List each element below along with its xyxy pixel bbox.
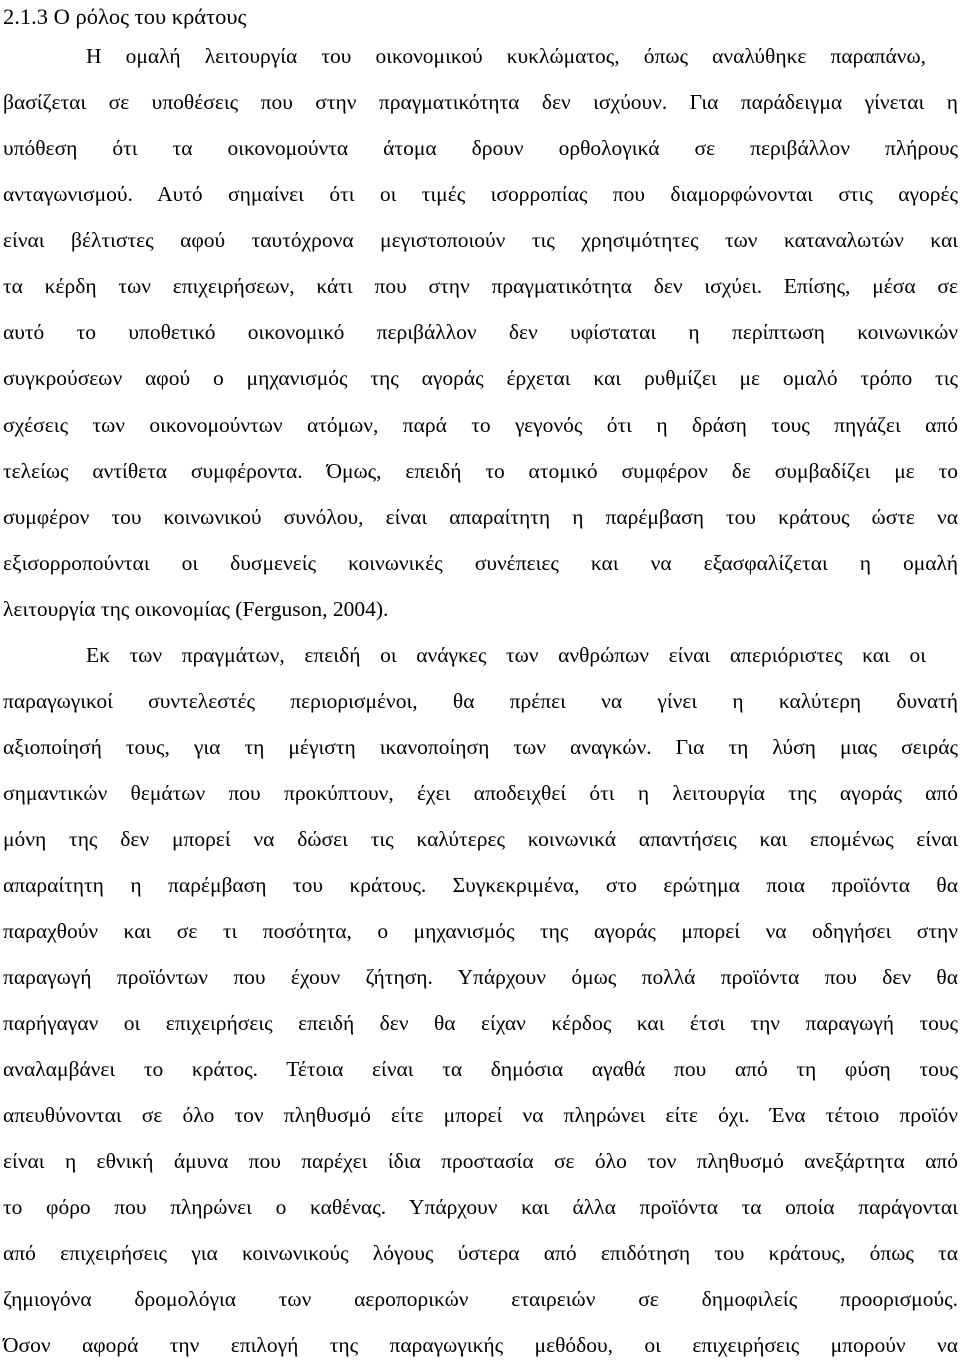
text-line: υπόθεση ότι τα οικονομούντα άτομα δρουν ορθολογικά σε περιβάλλον πλήρους	[3, 136, 958, 160]
text-line: βασίζεται σε υποθέσεις που στην πραγματικότητα δεν ισχύουν. Για παράδειγμα γίνεται η	[3, 90, 958, 114]
text-line: Εκ των πραγμάτων, επειδή οι ανάγκες των ανθρώπων είναι απεριόριστες και οι	[86, 643, 926, 667]
text-line: αυτό το υποθετικό οικονομικό περιβάλλον δεν υφίσταται η περίπτωση κοινωνικών	[3, 320, 958, 344]
text-line: σημαντικών θεμάτων που προκύπτουν, έχει αποδειχθεί ότι η λειτουργία της αγοράς από	[3, 781, 958, 805]
text-line: Η ομαλή λειτουργία του οικονομικού κυκλώματος, όπως αναλύθηκε παραπάνω,	[86, 44, 926, 68]
text-line: συμφέρον του κοινωνικού συνόλου, είναι απαραίτητη η παρέμβαση του κράτους ώστε να	[3, 505, 958, 529]
text-line: παραγωγικοί συντελεστές περιορισμένοι, θα πρέπει να γίνει η καλύτερη δυνατή	[3, 689, 958, 713]
text-line: είναι βέλτιστες αφού ταυτόχρονα μεγιστοποιούν τις χρησιμότητες των καταναλωτών και	[3, 228, 958, 252]
text-line: παραγωγή προϊόντων που έχουν ζήτηση. Υπάρχουν όμως πολλά προϊόντα που δεν θα	[3, 965, 958, 989]
text-line: σχέσεις των οικονομούντων ατόμων, παρά το γεγονός ότι η δράση τους πηγάζει από	[3, 413, 958, 437]
text-line: λειτουργία της οικονομίας (Ferguson, 2004).	[3, 597, 389, 621]
text-line: από επιχειρήσεις για κοινωνικούς λόγους ύστερα από επιδότηση του κράτους, όπως τα	[3, 1241, 958, 1265]
text-line: αξιοποίησή τους, για τη μέγιστη ικανοποίηση των αναγκών. Για τη λύση μιας σειράς	[3, 735, 958, 759]
text-line: τελείως αντίθετα συμφέροντα. Όμως, επειδή το ατομικό συμφέρον δε συμβαδίζει με το	[3, 459, 958, 483]
text-line: τα κέρδη των επιχειρήσεων, κάτι που στην πραγματικότητα δεν ισχύει. Επίσης, μέσα σε	[3, 274, 958, 298]
text-line: εξισορροπούνται οι δυσμενείς κοινωνικές συνέπειες και να εξασφαλίζεται η ομαλή	[3, 551, 958, 575]
text-line: συγκρούσεων αφού ο μηχανισμός της αγοράς έρχεται και ρυθμίζει με ομαλό τρόπο τις	[3, 366, 958, 390]
text-line: αναλαμβάνει το κράτος. Τέτοια είναι τα δημόσια αγαθά που από τη φύση τους	[3, 1057, 958, 1081]
text-line: το φόρο που πληρώνει ο καθένας. Υπάρχουν και άλλα προϊόντα τα οποία παράγονται	[3, 1195, 958, 1219]
text-line: απευθύνονται σε όλο τον πληθυσμό είτε μπορεί να πληρώνει είτε όχι. Ένα τέτοιο προϊόν	[3, 1103, 958, 1127]
text-line: παραχθούν και σε τι ποσότητα, ο μηχανισμός της αγοράς μπορεί να οδηγήσει στην	[3, 919, 958, 943]
text-line: ζημιογόνα δρομολόγια των αεροπορικών εταιρειών σε δημοφιλείς προορισμούς.	[3, 1287, 958, 1311]
section-heading: 2.1.3 Ο ρόλος του κράτους	[3, 4, 247, 29]
text-line: μόνη της δεν μπορεί να δώσει τις καλύτερες κοινωνικά απαντήσεις και επομένως είναι	[3, 827, 958, 851]
text-line: απαραίτητη η παρέμβαση του κράτους. Συγκεκριμένα, στο ερώτημα ποια προϊόντα θα	[3, 873, 958, 897]
text-line: ανταγωνισμού. Αυτό σημαίνει ότι οι τιμές ισορροπίας που διαμορφώνονται στις αγορές	[3, 182, 958, 206]
text-line: είναι η εθνική άμυνα που παρέχει ίδια προστασία σε όλο τον πληθυσμό ανεξάρτητα από	[3, 1149, 958, 1173]
text-line: παρήγαγαν οι επιχειρήσεις επειδή δεν θα είχαν κέρδος και έτσι την παραγωγή τους	[3, 1011, 958, 1035]
text-line: Όσον αφορά την επιλογή της παραγωγικής μεθόδου, οι επιχειρήσεις μπορούν να	[3, 1333, 958, 1357]
